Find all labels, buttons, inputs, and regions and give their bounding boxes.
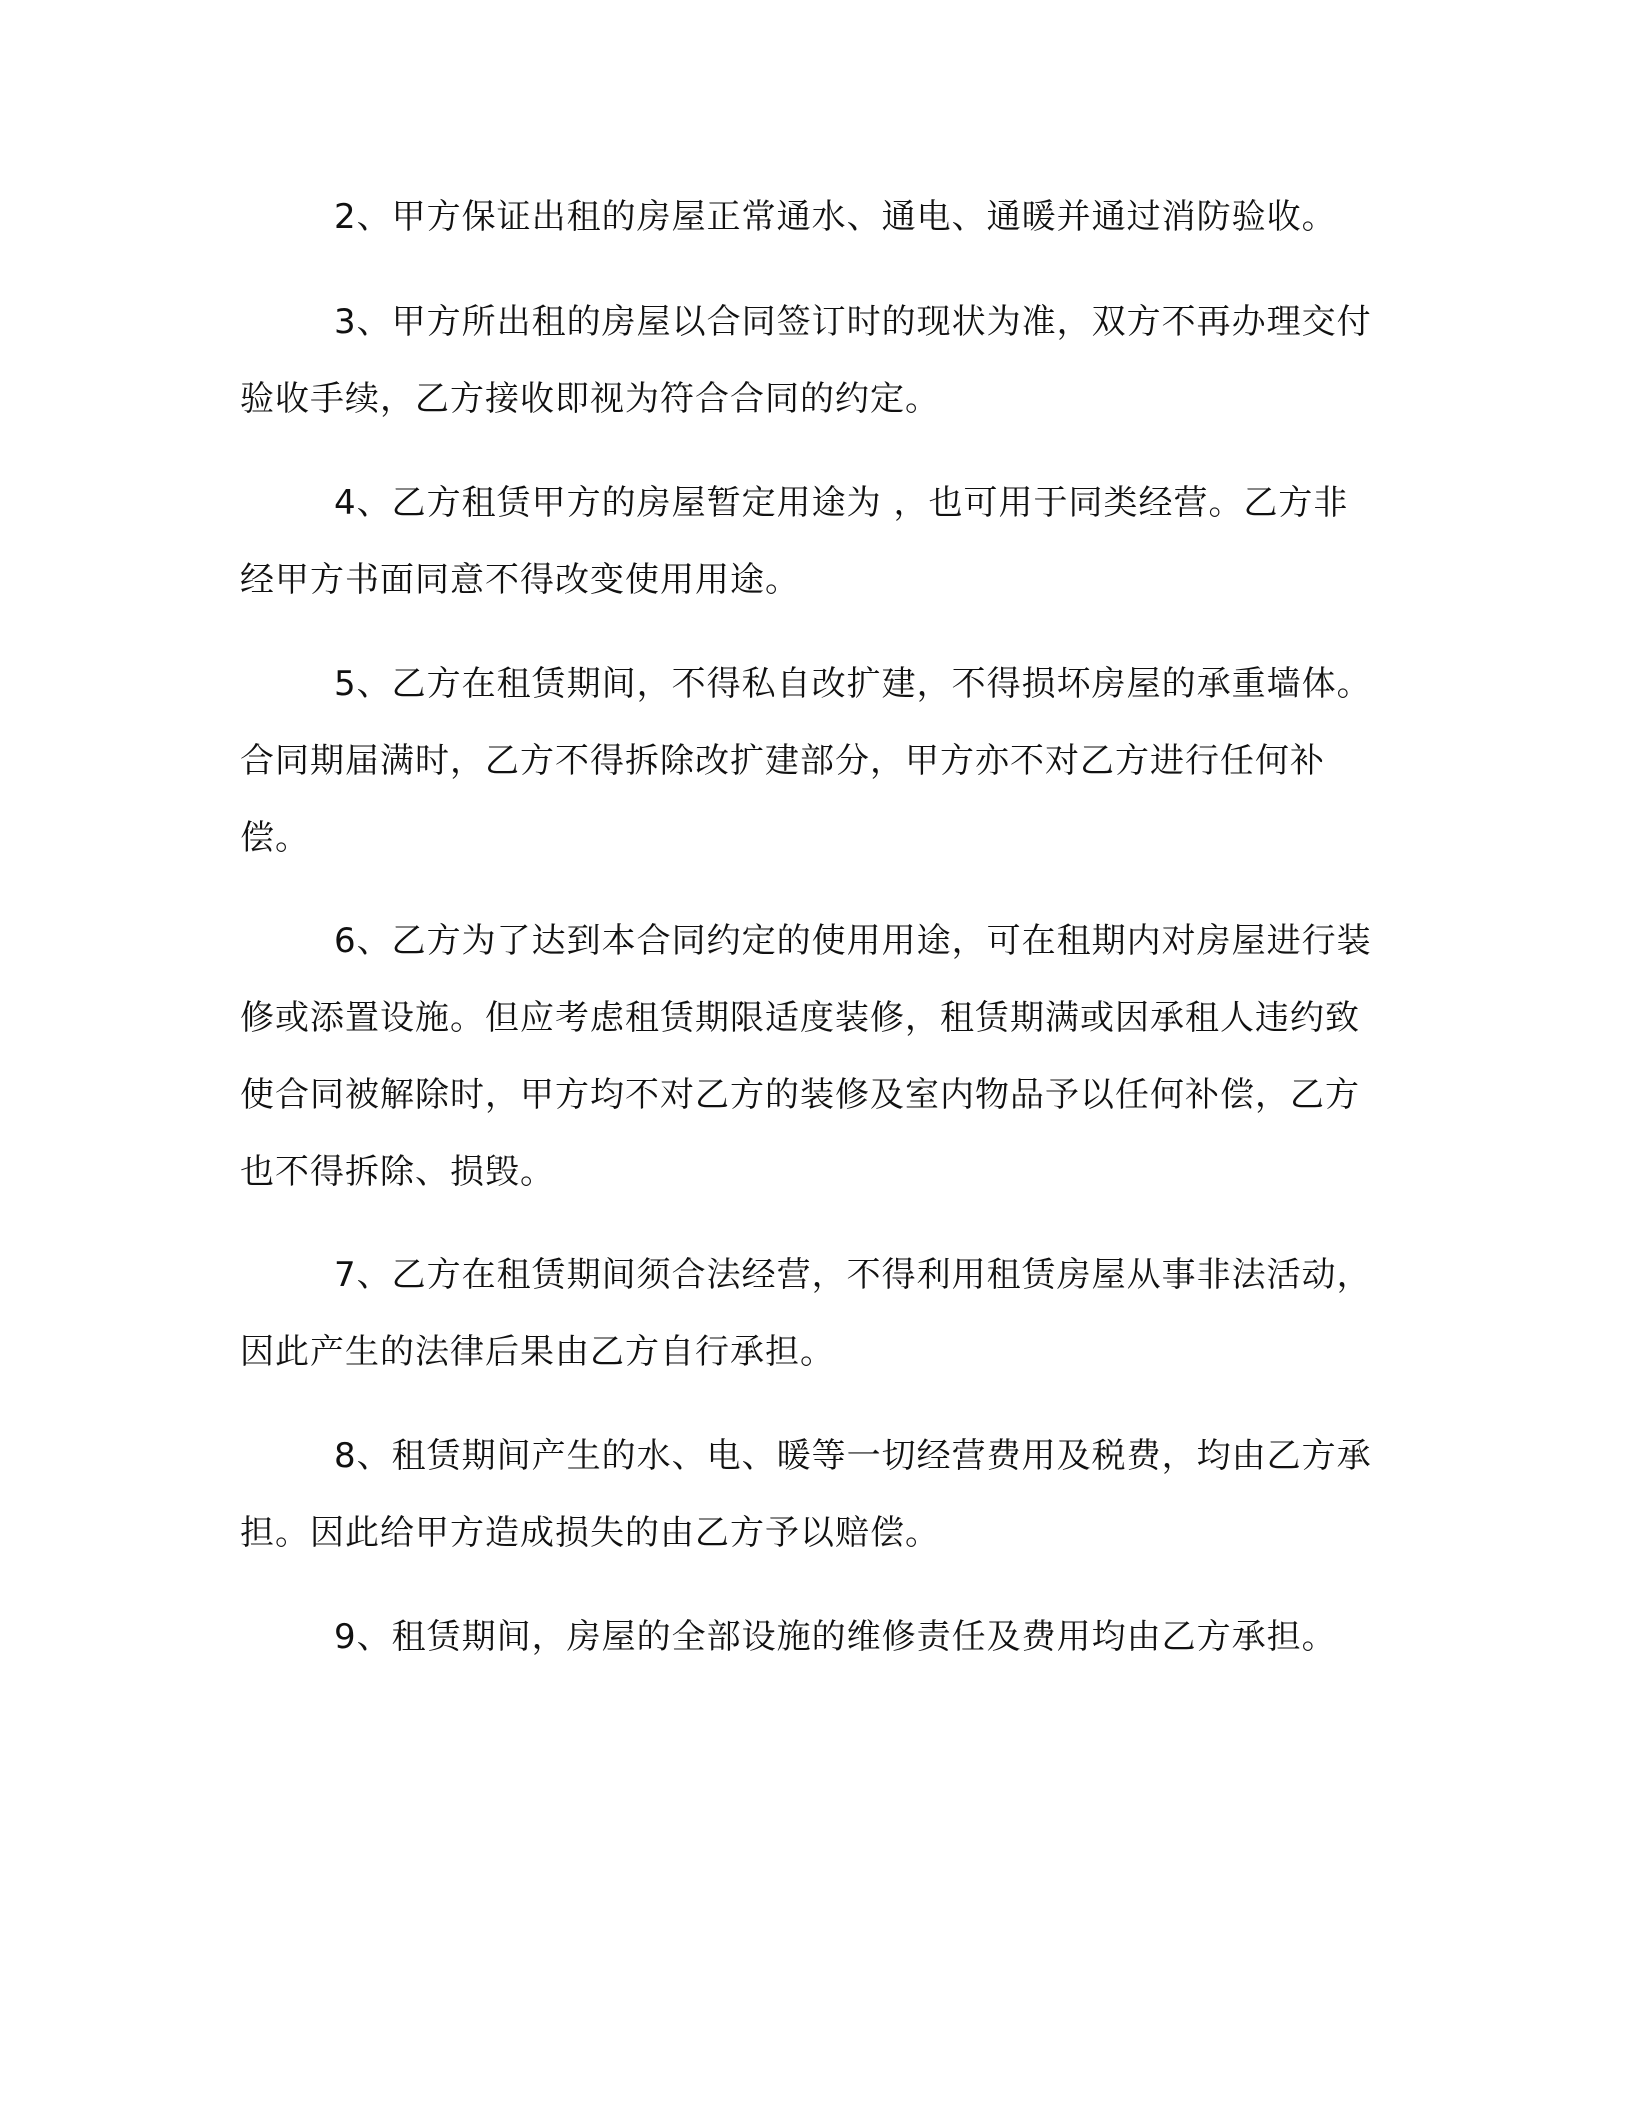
clause-2-paragraph: 2、甲方保证出租的房屋正常通水、通电、通暖并通过消防验收。 bbox=[334, 197, 1337, 237]
clause-8-paragraph: 8、租赁期间产生的水、电、暖等一切经营费用及税费，均由乙方承担。因此给甲方造成损失的由乙方予以赔偿。 bbox=[240, 1436, 1372, 1553]
clause-3-paragraph: 3、甲方所出租的房屋以合同签订时的现状为准，双方不再办理交付验收手续，乙方接收即视为符合合同的约定。 bbox=[240, 302, 1372, 419]
clause-6-paragraph: 6、乙方为了达到本合同约定的使用用途，可在租期内对房屋进行装修或添置设施。但应考虑租赁期限适度装修，租赁期满或因承租人违约致使合同被解除时，甲方均不对乙方的装修及室内物品予以任何补偿，乙方也不得拆除、损毁。 bbox=[240, 921, 1372, 1192]
clause-9-paragraph: 9、租赁期间，房屋的全部设施的维修责任及费用均由乙方承担。 bbox=[334, 1617, 1337, 1657]
clause-5-paragraph: 5、乙方在租赁期间，不得私自改扩建，不得损坏房屋的承重墙体。合同期届满时，乙方不得拆除改扩建部分，甲方亦不对乙方进行任何补偿。 bbox=[240, 664, 1372, 858]
clause-4-paragraph: 4、乙方租赁甲方的房屋暂定用途为 ，也可用于同类经营。乙方非经甲方书面同意不得改变使用用途。 bbox=[240, 483, 1349, 600]
clause-7-paragraph: 7、乙方在租赁期间须合法经营，不得利用租赁房屋从事非法活动，因此产生的法律后果由乙方自行承担。 bbox=[240, 1255, 1372, 1372]
